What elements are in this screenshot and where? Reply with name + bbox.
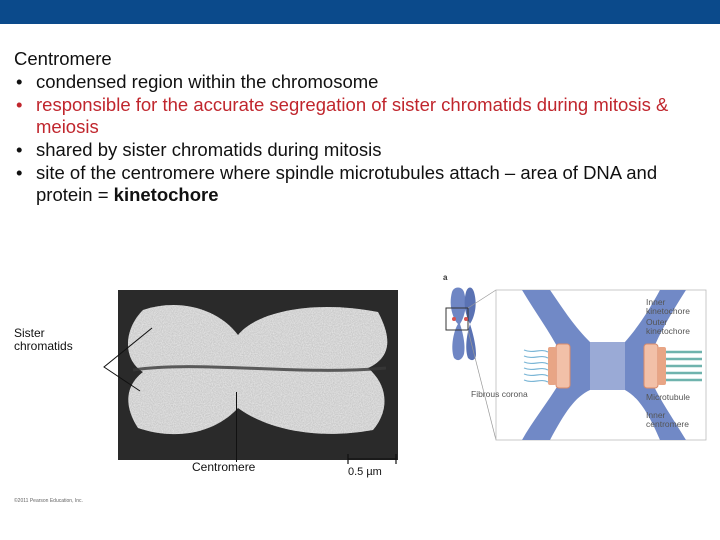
inner-centromere-label: Inner centromere [646,410,689,429]
bullet-item [14,94,710,138]
microtubules [666,352,702,380]
sister-pointer [100,325,160,395]
bullet-text: site of the centromere where spindle microtubules attach – area of DNA and protein = [36,162,658,205]
slide-heading: Centromere [14,48,112,69]
bullet-item [14,162,710,206]
bullet-dot: • [16,71,23,92]
kinetochore-term: kinetochore [113,184,219,205]
top-bar [0,0,720,24]
centromere-label: Centromere [192,460,256,474]
bullet-text: shared by sister chromatids during mitosis [36,139,382,160]
outer-kinetochore-label: Outer kinetochore [646,317,690,336]
bullet-text: responsible for the accurate segregation of sister chromatids during mitosis & meiosis [36,94,669,137]
small-chromosome-icon [446,288,476,361]
copyright-text: ©2011 Pearson Education, Inc. [14,498,83,504]
fibrous-corona [524,350,548,382]
bullet-dot: • [16,162,23,183]
bullet-list [14,71,710,206]
scale-bar [346,454,398,464]
sister-chromatids-label: Sister chromatids [14,326,73,353]
left-kinetochore [548,344,570,388]
fibrous-corona-label: Fibrous corona [471,389,528,399]
bullet-item [14,71,710,93]
inner-kinetochore-label: Inner kinetochore [646,297,690,316]
bullet-item [14,139,710,161]
chromosome-micrograph [118,290,398,460]
bullet-text: condensed region within the chromosome [36,71,379,92]
bullet-dot: • [16,139,23,160]
scale-label: 0.5 µm [348,466,382,478]
right-kinetochore [644,344,666,388]
centromere-pointer [236,392,237,462]
slide-body [14,48,710,207]
panel-letter: a [443,273,448,282]
bullet-dot: • [16,94,23,115]
microtubule-label: Microtubule [646,392,690,402]
